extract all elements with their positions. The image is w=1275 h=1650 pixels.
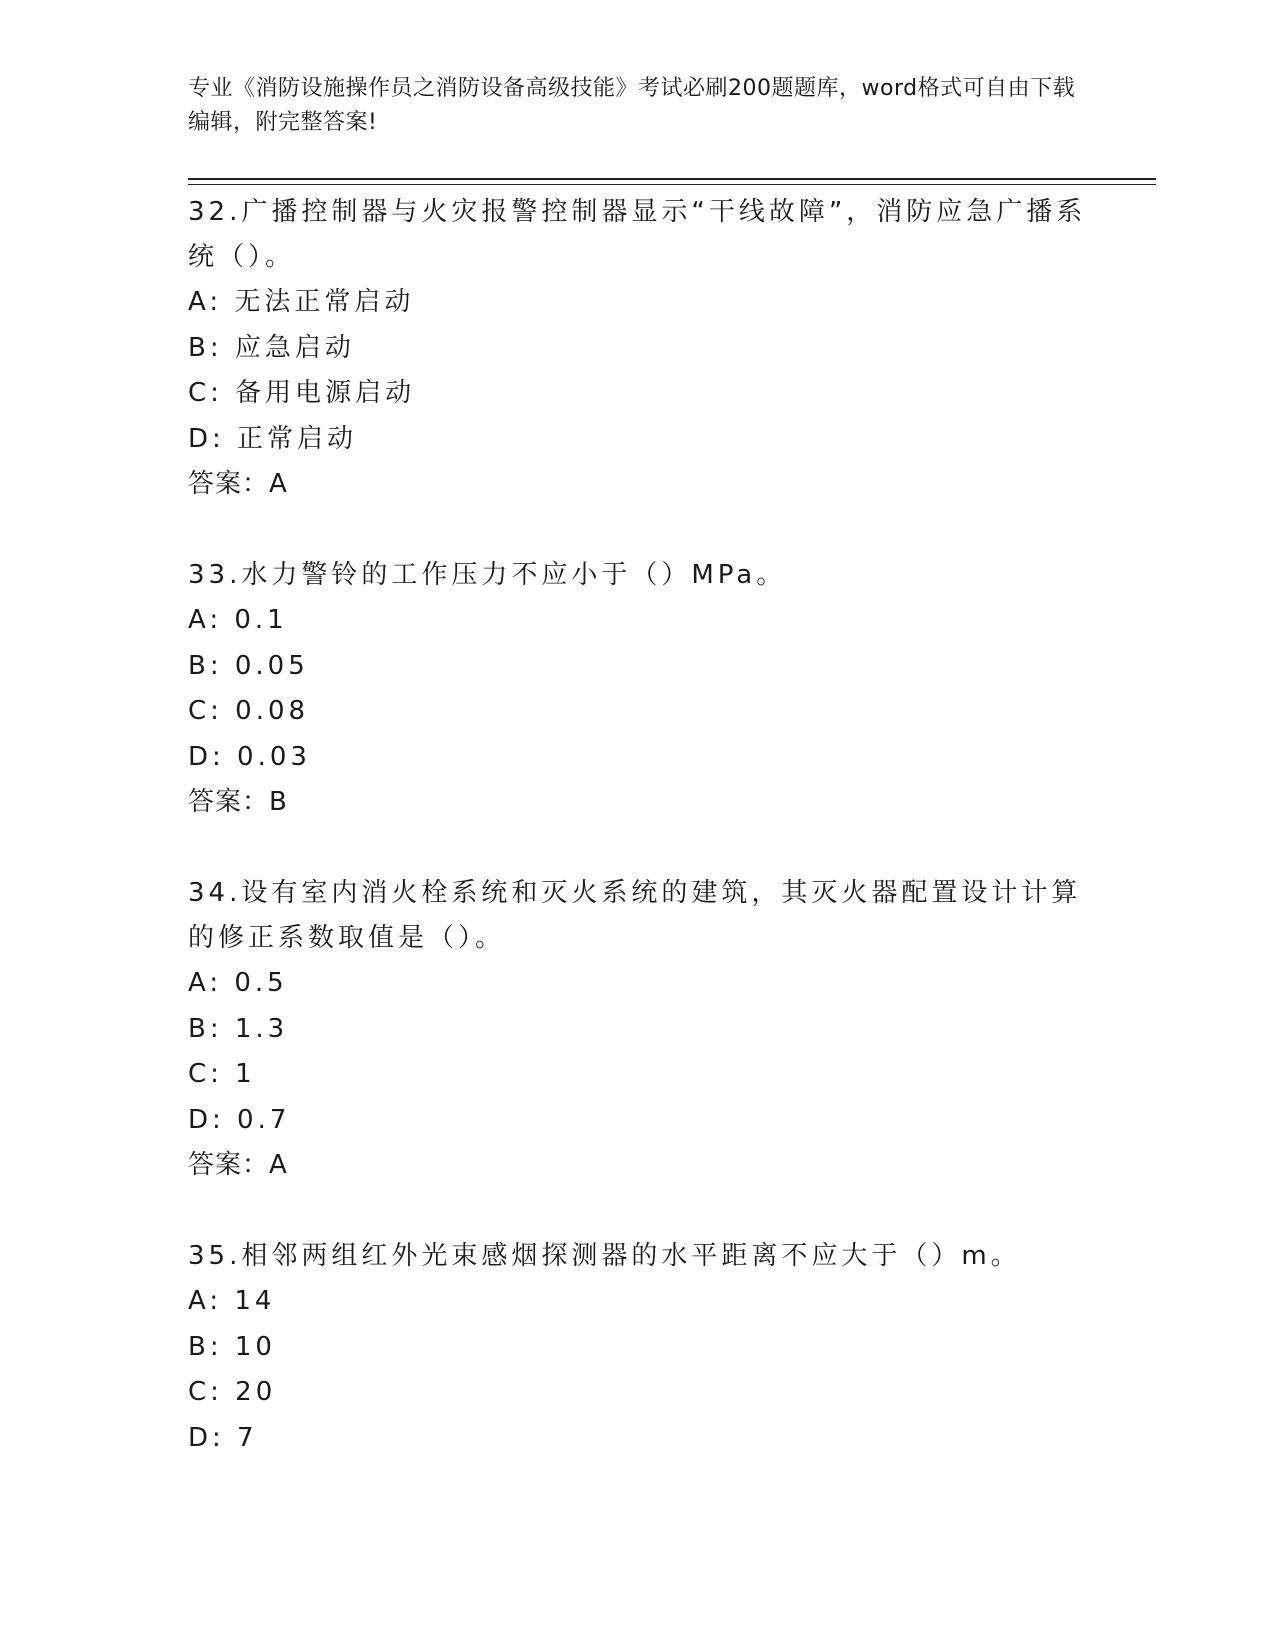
option-a: A: 无法正常启动 — [188, 287, 415, 317]
answer: 答案：B — [188, 787, 288, 817]
question-stem: 34.设有室内消火栓系统和灭火系统的建筑，其灭火器配置设计计算的修正系数取值是（）。 — [188, 878, 1082, 953]
option-d: D: 7 — [188, 1422, 258, 1453]
option-b: B: 应急启动 — [188, 332, 355, 363]
option-a: A: 0.1 — [188, 605, 288, 635]
header-rule-thin — [188, 184, 1156, 185]
question-stem: 35.相邻两组红外光束感烟探测器的水平距离不应大于（）m。 — [188, 1241, 1021, 1271]
question-stem: 32.广播控制器与火灾报警控制器显示“干线故障”，消防应急广播系统（）。 — [188, 197, 1087, 272]
option-c: C: 0.08 — [188, 696, 310, 726]
question-32 — [188, 190, 1088, 507]
option-b: B: 0.05 — [188, 650, 309, 681]
option-d: D: 正常启动 — [188, 423, 358, 454]
header-rule-thick — [188, 178, 1156, 180]
document-header: 专业《消防设施操作员之消防设备高级技能》考试必刷200题题库，word格式可自由下载编辑，附完整答案! — [188, 76, 1076, 135]
question-35 — [188, 1234, 1088, 1461]
option-d: D: 0.7 — [188, 1104, 291, 1135]
option-c: C: 1 — [188, 1059, 256, 1089]
question-list — [188, 190, 1088, 1507]
question-34 — [188, 871, 1088, 1188]
option-a: A: 0.5 — [188, 968, 288, 998]
question-33 — [188, 553, 1088, 825]
option-d: D: 0.03 — [188, 741, 311, 772]
question-stem: 33.水力警铃的工作压力不应小于（）MPa。 — [188, 560, 787, 590]
answer: 答案：A — [188, 1150, 288, 1180]
option-b: B: 10 — [188, 1331, 276, 1362]
option-c: C: 20 — [188, 1377, 277, 1407]
option-a: A: 14 — [188, 1286, 276, 1316]
option-b: B: 1.3 — [188, 1013, 289, 1044]
option-c: C: 备用电源启动 — [188, 378, 416, 408]
answer: 答案：A — [188, 469, 288, 499]
